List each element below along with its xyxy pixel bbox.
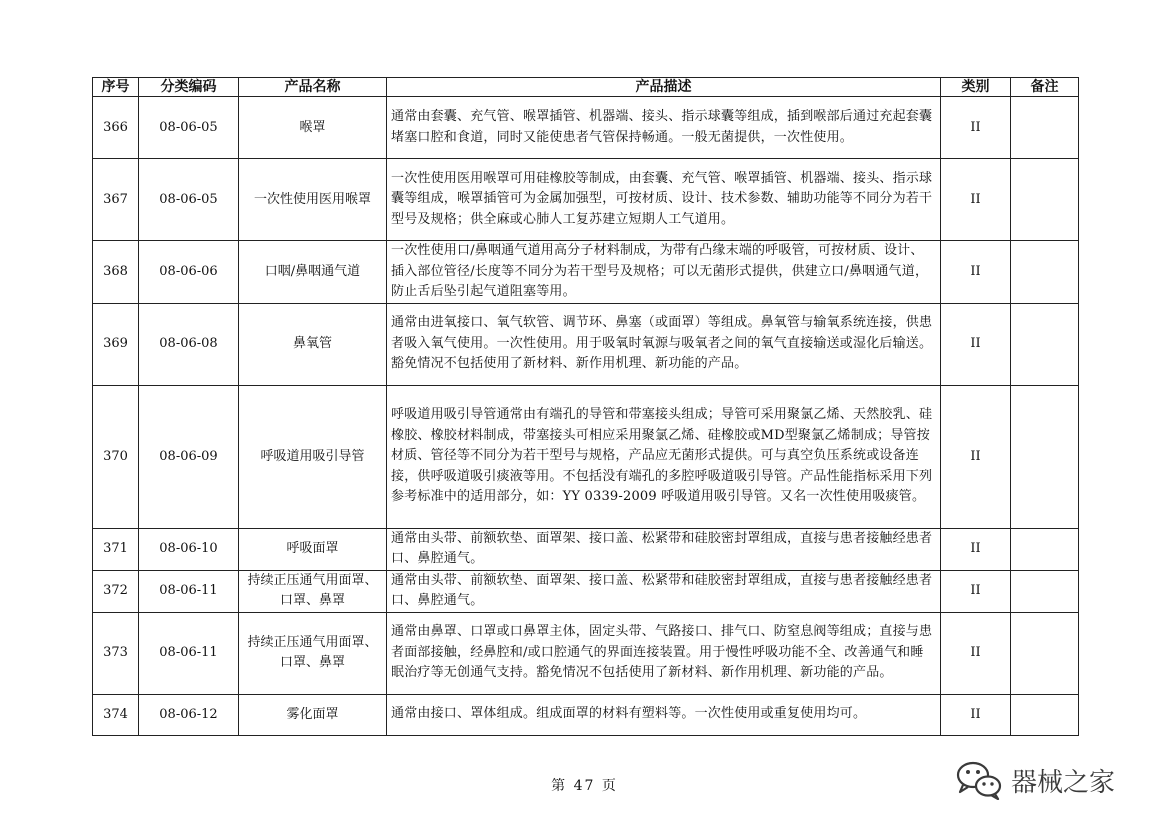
row-no: 367 <box>93 159 139 241</box>
row-code: 08-06-09 <box>139 385 239 528</box>
row-code: 08-06-08 <box>139 303 239 385</box>
row-class: II <box>941 159 1011 241</box>
table-row <box>93 159 1079 241</box>
table-row <box>93 385 1079 528</box>
row-note <box>1011 570 1079 612</box>
table-row <box>93 694 1079 735</box>
row-name: 呼吸面罩 <box>239 528 387 570</box>
header-no: 序号 <box>93 78 139 97</box>
header-desc: 产品描述 <box>387 78 941 97</box>
row-code: 08-06-06 <box>139 241 239 304</box>
row-note <box>1011 385 1079 528</box>
row-code: 08-06-12 <box>139 694 239 735</box>
row-name: 雾化面罩 <box>239 694 387 735</box>
table-row <box>93 97 1079 159</box>
row-no: 366 <box>93 97 139 159</box>
row-class: II <box>941 97 1011 159</box>
row-note <box>1011 97 1079 159</box>
row-code: 08-06-05 <box>139 97 239 159</box>
header-note: 备注 <box>1011 78 1079 97</box>
wechat-icon <box>955 760 1003 800</box>
page-number: 第 47 页 <box>551 778 618 794</box>
row-desc: 通常由接口、罩体组成。组成面罩的材料有塑料等。一次性使用或重复使用均可。 <box>387 694 941 735</box>
row-class: II <box>941 303 1011 385</box>
row-name: 持续正压通气用面罩、口罩、鼻罩 <box>239 570 387 612</box>
row-desc: 通常由进氧接口、氧气软管、调节环、鼻塞（或面罩）等组成。鼻氧管与输氧系统连接，供患者吸入氧气使用。一次性使用。用于吸氧时氧源与吸氧者之间的氧气直接输送或湿化后输送。豁免情况不包括使用了新材料、新作用机理、新功能的产品。 <box>387 303 941 385</box>
table-row <box>93 241 1079 304</box>
row-no: 370 <box>93 385 139 528</box>
row-desc: 通常由头带、前额软垫、面罩架、接口盖、松紧带和硅胶密封罩组成，直接与患者接触经患者口、鼻腔通气。 <box>387 528 941 570</box>
row-no: 368 <box>93 241 139 304</box>
row-name: 鼻氧管 <box>239 303 387 385</box>
row-name: 持续正压通气用面罩、口罩、鼻罩 <box>239 612 387 694</box>
row-note <box>1011 694 1079 735</box>
row-class: II <box>941 694 1011 735</box>
row-class: II <box>941 612 1011 694</box>
row-note <box>1011 528 1079 570</box>
row-no: 371 <box>93 528 139 570</box>
row-note <box>1011 241 1079 304</box>
table-header-row <box>93 78 1079 97</box>
header-code: 分类编码 <box>139 78 239 97</box>
row-class: II <box>941 528 1011 570</box>
header-name: 产品名称 <box>239 78 387 97</box>
table-row <box>93 303 1079 385</box>
row-no: 372 <box>93 570 139 612</box>
header-class: 类别 <box>941 78 1011 97</box>
table-row <box>93 570 1079 612</box>
row-class: II <box>941 241 1011 304</box>
row-desc: 呼吸道用吸引导管通常由有端孔的导管和带塞接头组成；导管可采用聚氯乙烯、天然胶乳、硅橡胶、橡胶材料制成，带塞接头可相应采用聚氯乙烯、硅橡胶或MD型聚氯乙烯制成；导管按材质、管径等不同分为若干型号与规格，产品应无菌形式提供。可与真空负压系统或设备连接，供呼吸道吸引痰液等用。不包括没有端孔的多腔呼吸道吸引导管。产品性能指标采用下列参考标准中的适用部分，如：YY 0339-2009 呼吸道用吸引导管。又名一次性使用吸痰管。 <box>387 385 941 528</box>
table-row <box>93 528 1079 570</box>
table-row <box>93 612 1079 694</box>
row-note <box>1011 303 1079 385</box>
row-no: 369 <box>93 303 139 385</box>
watermark <box>955 760 1115 800</box>
row-desc: 一次性使用医用喉罩可用硅橡胶等制成，由套囊、充气管、喉罩插管、机器端、接头、指示球囊等组成，喉罩插管可为金属加强型，可按材质、设计、技术参数、辅助功能等不同分为若干型号及规格；供全麻或心肺人工复苏建立短期人工气道用。 <box>387 159 941 241</box>
row-desc: 通常由头带、前额软垫、面罩架、接口盖、松紧带和硅胶密封罩组成，直接与患者接触经患者口、鼻腔通气。 <box>387 570 941 612</box>
watermark-text: 器械之家 <box>1011 767 1116 798</box>
row-class: II <box>941 385 1011 528</box>
row-code: 08-06-11 <box>139 612 239 694</box>
row-name: 一次性使用医用喉罩 <box>239 159 387 241</box>
row-code: 08-06-10 <box>139 528 239 570</box>
row-code: 08-06-05 <box>139 159 239 241</box>
row-desc: 通常由套囊、充气管、喉罩插管、机器端、接头、指示球囊等组成，插到喉部后通过充起套囊堵塞口腔和食道，同时又能使患者气管保持畅通。一般无菌提供，一次性使用。 <box>387 97 941 159</box>
row-note <box>1011 612 1079 694</box>
row-name: 口咽/鼻咽通气道 <box>239 241 387 304</box>
row-note <box>1011 159 1079 241</box>
row-name: 喉罩 <box>239 97 387 159</box>
row-name: 呼吸道用吸引导管 <box>239 385 387 528</box>
row-no: 374 <box>93 694 139 735</box>
row-desc: 一次性使用口/鼻咽通气道用高分子材料制成，为带有凸缘末端的呼吸管，可按材质、设计、插入部位管径/长度等不同分为若干型号及规格；可以无菌形式提供，供建立口/鼻咽通气道，防止舌后坠引起气道阻塞等用。 <box>387 241 941 304</box>
row-class: II <box>941 570 1011 612</box>
row-no: 373 <box>93 612 139 694</box>
row-code: 08-06-11 <box>139 570 239 612</box>
row-desc: 通常由鼻罩、口罩或口鼻罩主体，固定头带、气路接口、排气口、防窒息阀等组成；直接与患者面部接触，经鼻腔和/或口腔通气的界面连接装置。用于慢性呼吸功能不全、改善通气和睡眠治疗等无创通气支持。豁免情况不包括使用了新材料、新作用机理、新功能的产品。 <box>387 612 941 694</box>
catalog-table <box>92 77 1079 736</box>
